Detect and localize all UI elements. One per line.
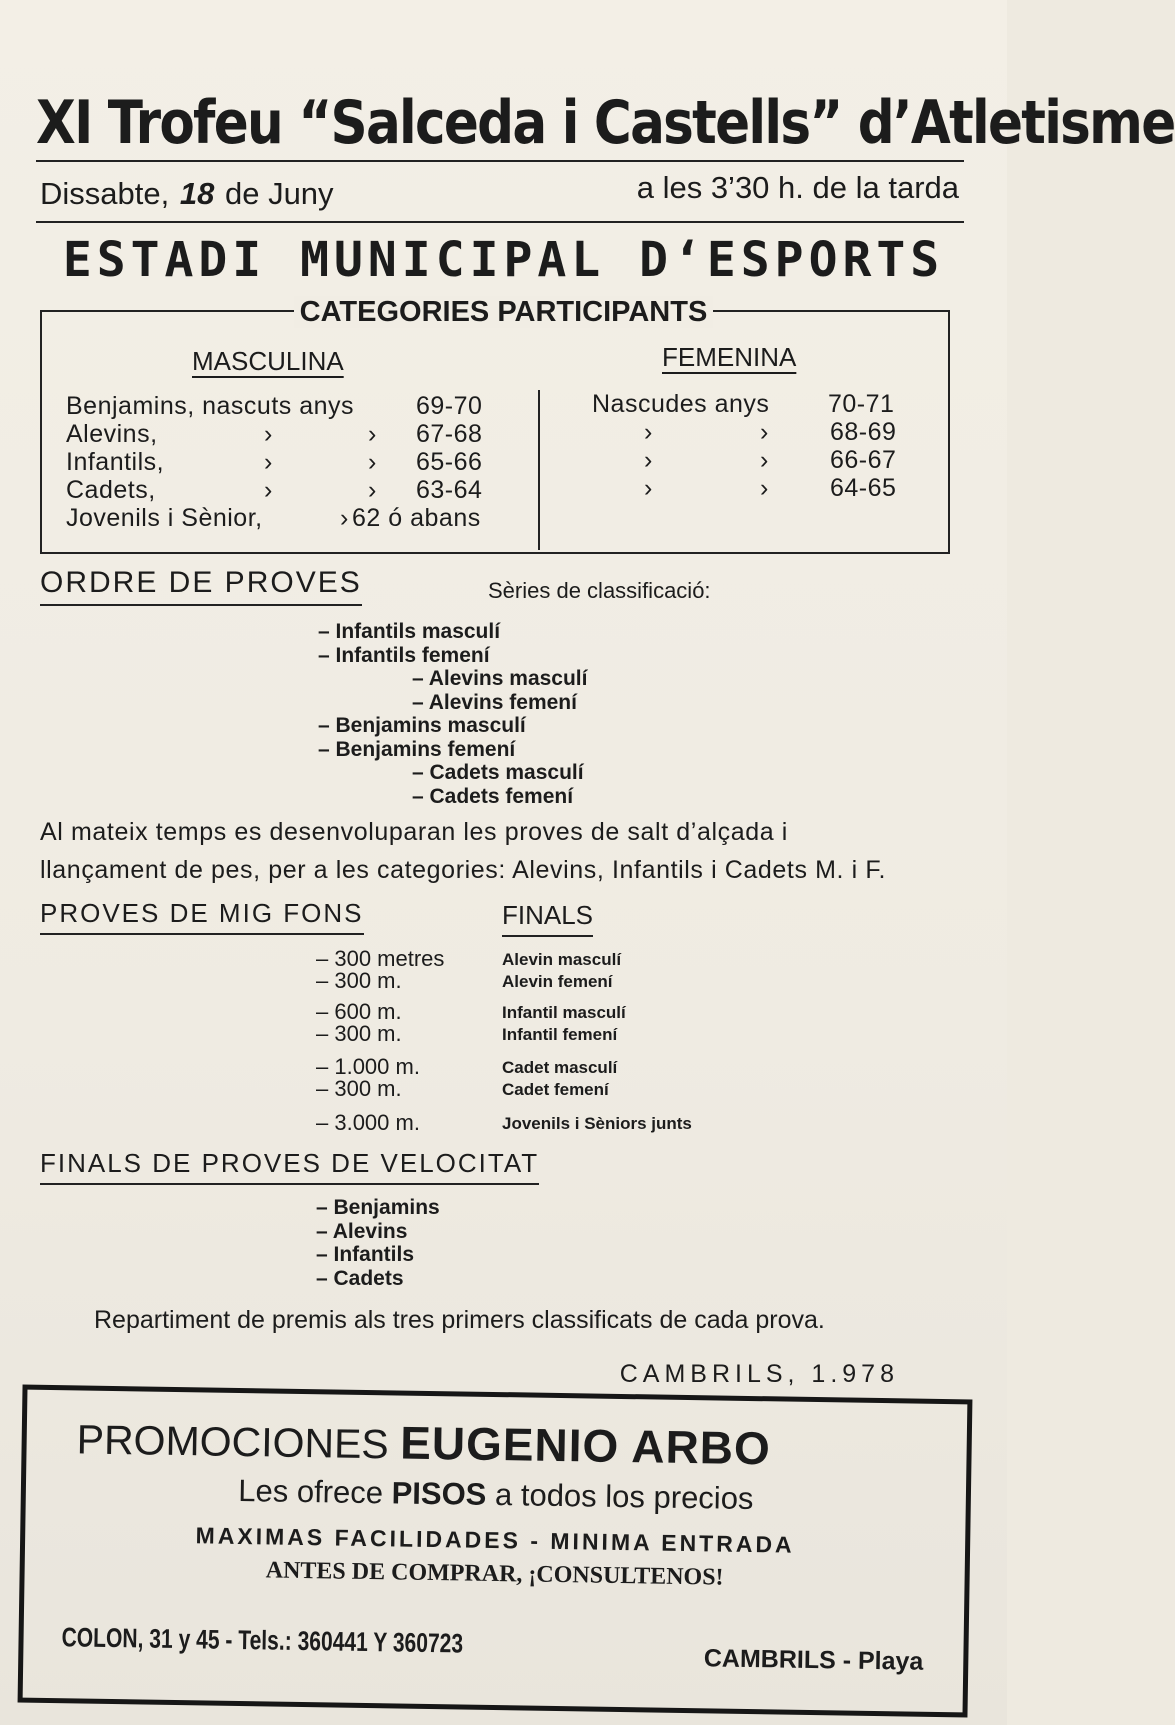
sprint-list-item: – Benjamins: [316, 1196, 440, 1219]
ditto-mark: ›: [760, 418, 769, 446]
order-list-item: – Alevins masculí: [412, 667, 588, 690]
female-category-years: 70-71: [828, 390, 895, 418]
order-heading: ORDRE DE PROVES: [40, 566, 362, 606]
order-list-item: – Benjamins masculí: [318, 714, 526, 737]
male-category-name: Cadets,: [66, 476, 156, 504]
distance-label: – 300 m.: [316, 968, 402, 993]
ad-offer-prefix: Les ofrece: [238, 1472, 384, 1511]
final-event-label: Infantil masculí: [502, 1003, 626, 1022]
event-date: [40, 176, 334, 212]
ad-brand: EUGENIO ARBO: [399, 1416, 772, 1475]
ditto-mark: ›: [368, 420, 377, 448]
ditto-mark: ›: [264, 448, 273, 476]
ditto-mark: ›: [644, 418, 653, 446]
venue-title: ESTADI MUNICIPAL D‘ESPORTS: [62, 232, 945, 288]
order-list-item: – Benjamins femení: [318, 737, 516, 761]
categories-heading-text: CATEGORIES PARTICIPANTS: [294, 296, 714, 328]
female-category-years: 68-69: [830, 418, 897, 446]
ad-address: COLON, 31 y 45 - Tels.: 360441 Y 360723: [61, 1622, 464, 1659]
female-category-name: Nascudes anys: [592, 390, 770, 418]
ad-headline-prefix: PROMOCIONES: [76, 1416, 390, 1468]
distance-label: – 300 m.: [316, 1076, 402, 1101]
date-suffix: de Juny: [224, 176, 334, 211]
ad-offer-bold: PISOS: [391, 1475, 487, 1512]
distance-label: – 1.000 m.: [316, 1054, 420, 1079]
order-list-item: – Infantils femení: [318, 643, 490, 667]
date-day: 18: [179, 176, 215, 211]
final-event-label: Alevin masculí: [502, 950, 622, 969]
male-category-years: 65-66: [416, 448, 483, 476]
male-category-years: 69-70: [416, 392, 483, 420]
ditto-mark: ›: [760, 474, 769, 502]
ditto-mark: ›: [760, 446, 769, 474]
female-category-years: 66-67: [830, 446, 897, 474]
ditto-mark: ›: [368, 448, 377, 476]
sprint-list-item: – Cadets: [316, 1266, 404, 1290]
ditto-mark: ›: [264, 420, 273, 448]
sprint-list-item: – Infantils: [316, 1243, 415, 1266]
ad-conditions: MAXIMAS FACILIDADES - MINIMA ENTRADA: [195, 1522, 795, 1558]
ditto-mark: ›: [368, 476, 377, 504]
paragraph-line-1: Al mateix temps es desenvoluparan les proves de salt d’alçada i: [40, 818, 788, 846]
ad-headline: [76, 1410, 771, 1475]
title-rule: [36, 160, 964, 162]
final-event-label: Cadet femení: [502, 1080, 609, 1099]
female-heading: FEMENINA: [662, 342, 797, 372]
ditto-mark: ›: [644, 446, 653, 474]
poster-title: XI Trofeu “Salceda i Castells” d’Atletisme: [36, 88, 1175, 158]
sprint-list-item: – Alevins: [316, 1219, 408, 1243]
final-event-label: Jovenils i Sèniors junts: [502, 1114, 692, 1133]
order-list-item: – Cadets masculí: [412, 761, 584, 784]
male-category-years: 63-64: [416, 476, 483, 504]
date-prefix: Dissabte,: [40, 176, 170, 211]
male-category-name: Alevins,: [66, 420, 158, 448]
order-list-item: – Cadets femení: [412, 784, 574, 808]
ditto-mark: ›: [644, 474, 653, 502]
distance-label: – 300 m.: [316, 1021, 402, 1046]
final-event-label: Cadet masculí: [502, 1058, 618, 1077]
ditto-mark: ›: [264, 476, 273, 504]
ad-offer-suffix: a todos los precios: [494, 1476, 754, 1517]
order-list-item: – Infantils masculí: [318, 620, 501, 643]
distance-label: – 3.000 m.: [316, 1110, 420, 1135]
series-label: Sèries de classificació:: [488, 578, 711, 603]
male-category-name: Benjamins, nascuts anys: [66, 392, 355, 420]
ad-town: CAMBRILS - Playa: [703, 1644, 924, 1676]
male-category-name: Jovenils i Sènior,: [66, 504, 263, 532]
final-event-label: Alevin femení: [502, 972, 613, 991]
female-category-years: 64-65: [830, 474, 897, 502]
final-event-label: Infantil femení: [502, 1025, 618, 1044]
order-list-item: – Alevins femení: [412, 690, 577, 714]
male-category-name: Infantils,: [66, 448, 165, 476]
mid-distance-heading: PROVES DE MIG FONS: [40, 898, 364, 935]
male-category-years: 62 ó abans: [352, 504, 481, 532]
distance-label: – 600 m.: [316, 999, 402, 1024]
event-time: a les 3’30 h. de la tarda: [636, 170, 959, 205]
advertisement-box: [18, 1385, 973, 1718]
date-rule: [36, 221, 964, 223]
prizes-note: Repartiment de premis als tres primers classificats de cada prova.: [94, 1306, 825, 1334]
distance-label: – 300 metres: [316, 946, 445, 971]
place-year: CAMBRILS, 1.978: [619, 1360, 899, 1388]
sprint-heading: FINALS DE PROVES DE VELOCITAT: [40, 1148, 539, 1185]
ditto-mark: ›: [340, 504, 349, 532]
male-category-years: 67-68: [416, 420, 483, 448]
finals-heading: FINALS: [502, 900, 593, 937]
ad-offer: [26, 1470, 966, 1521]
categories-divider: [538, 390, 540, 550]
male-heading: MASCULINA: [192, 346, 344, 376]
paragraph-line-2: llançament de pes, per a les categories: Alevins, Infantils i Cadets M. i F.: [40, 856, 886, 884]
categories-heading: [0, 296, 1007, 329]
ad-call-to-action: ANTES DE COMPRAR, ¡CONSULTENOS!: [265, 1557, 724, 1591]
